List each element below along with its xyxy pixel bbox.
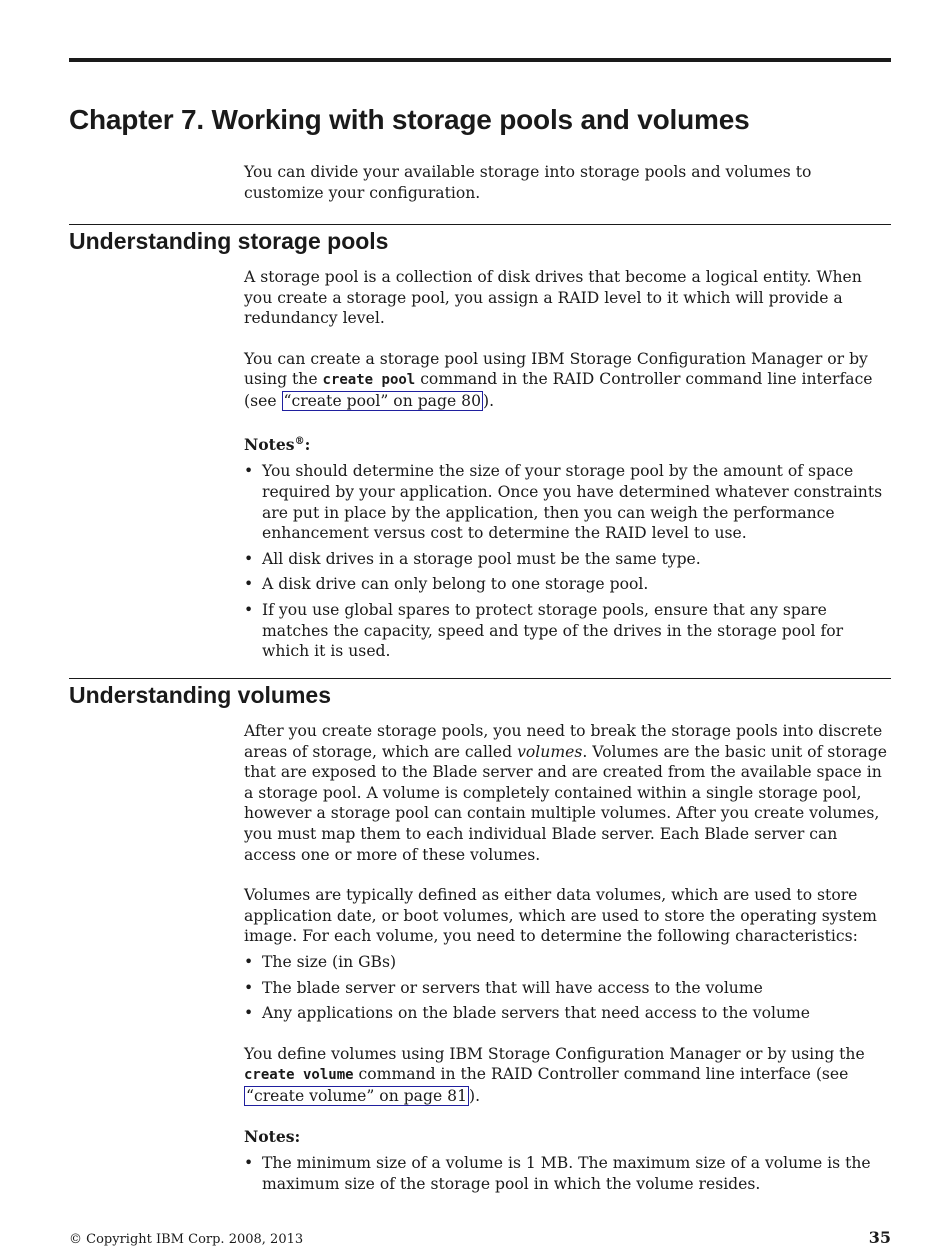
volumes-p3-text-a: You define volumes using IBM Storage Configuration Manager or by using the [244, 1044, 865, 1063]
section-heading-pools: Understanding storage pools [69, 228, 389, 254]
section-heading-volumes: Understanding volumes [69, 682, 331, 708]
pools-notes-label [244, 432, 894, 456]
pools-section-body [244, 267, 894, 662]
top-rule [69, 58, 891, 62]
pools-paragraph-2 [244, 349, 894, 412]
pools-p2-text-a: You can create a storage pool using IBM Storage Configuration Manager or by using the [244, 349, 868, 389]
page-number: 35 [868, 1228, 891, 1247]
section-rule-pools [69, 224, 891, 225]
create-volume-link[interactable]: “create volume” on page 81 [246, 1086, 467, 1105]
intro-paragraph [244, 162, 894, 203]
list-item: • If you use global spares to protect storage pools, ensure that any spare matches the capacity, speed and type of the drives in the storage pool for which it is used. [244, 600, 894, 662]
volumes-p1-text-b: . Volumes are the basic unit of storage that are exposed to the Blade server and are created from the available space in a storage pool. A volume is completely contained within a single storage pool, however a storage pool can contain multiple volumes. After you create volumes, you must map them to each individual Blade server. Each Blade server can access one or more of these volumes. [244, 742, 887, 864]
volumes-paragraph-2: Volumes are typically defined as either data volumes, which are used to store application date, or boot volumes, which are used to store the operating system image. For each volume, you need to determine the following characteristics: [244, 886, 877, 946]
volumes-notes-label: Notes: [244, 1126, 301, 1146]
list-item: • A disk drive can only belong to one storage pool. [244, 574, 894, 595]
pools-p2-text-c: ). [483, 391, 495, 410]
list-item: • The minimum size of a volume is 1 MB. The maximum size of a volume is the maximum size of the storage pool in which the volume resides. [244, 1153, 894, 1194]
pools-notes-word: Notes [244, 434, 295, 454]
list-item: • The size (in GBs) [244, 952, 894, 973]
volumes-p3-text-c: ). [469, 1086, 481, 1105]
list-item: • The blade server or servers that will have access to the volume [244, 978, 894, 999]
pools-p2-text-b: command in the RAID Controller command line interface (see [244, 370, 873, 410]
volumes-p3-text-b: command in the RAID Controller command line interface (see [353, 1065, 849, 1084]
create-pool-command: create pool [322, 372, 416, 389]
chapter-title: Chapter 7. Working with storage pools and volumes [69, 104, 750, 135]
list-item: • You should determine the size of your storage pool by the amount of space required by your application. Once you have determined whatever constraints are put in place by the application, then you can weigh the performance enhancement versus cost to determine the RAID level to use. [244, 461, 894, 543]
volume-characteristics-list [244, 952, 894, 1024]
create-volume-command: create volume [244, 1067, 354, 1084]
volumes-paragraph-1 [244, 721, 894, 865]
pools-paragraph-1: A storage pool is a collection of disk drives that become a logical entity. When you create a storage pool, you assign a RAID level to it which will provide a redundancy level. [244, 268, 862, 328]
intro-text: You can divide your available storage into storage pools and volumes to customize your configuration. [244, 163, 812, 202]
create-pool-link[interactable]: “create pool” on page 80 [283, 391, 481, 410]
volumes-p1-text-a: After you create storage pools, you need to break the storage pools into discrete areas of storage, which are called [244, 722, 883, 761]
registered-mark: ® [294, 435, 305, 447]
pools-notes-list [244, 461, 894, 661]
section-rule-volumes [69, 678, 891, 679]
volumes-section-body [244, 721, 894, 1194]
volumes-paragraph-3 [244, 1044, 894, 1107]
volumes-notes-list [244, 1153, 894, 1194]
copyright-notice: © Copyright IBM Corp. 2008, 2013 [69, 1232, 304, 1247]
pools-notes-colon: : [304, 434, 311, 454]
volumes-term: volumes [517, 742, 583, 761]
list-item: • All disk drives in a storage pool must be the same type. [244, 549, 894, 570]
list-item: • Any applications on the blade servers that need access to the volume [244, 1003, 894, 1024]
